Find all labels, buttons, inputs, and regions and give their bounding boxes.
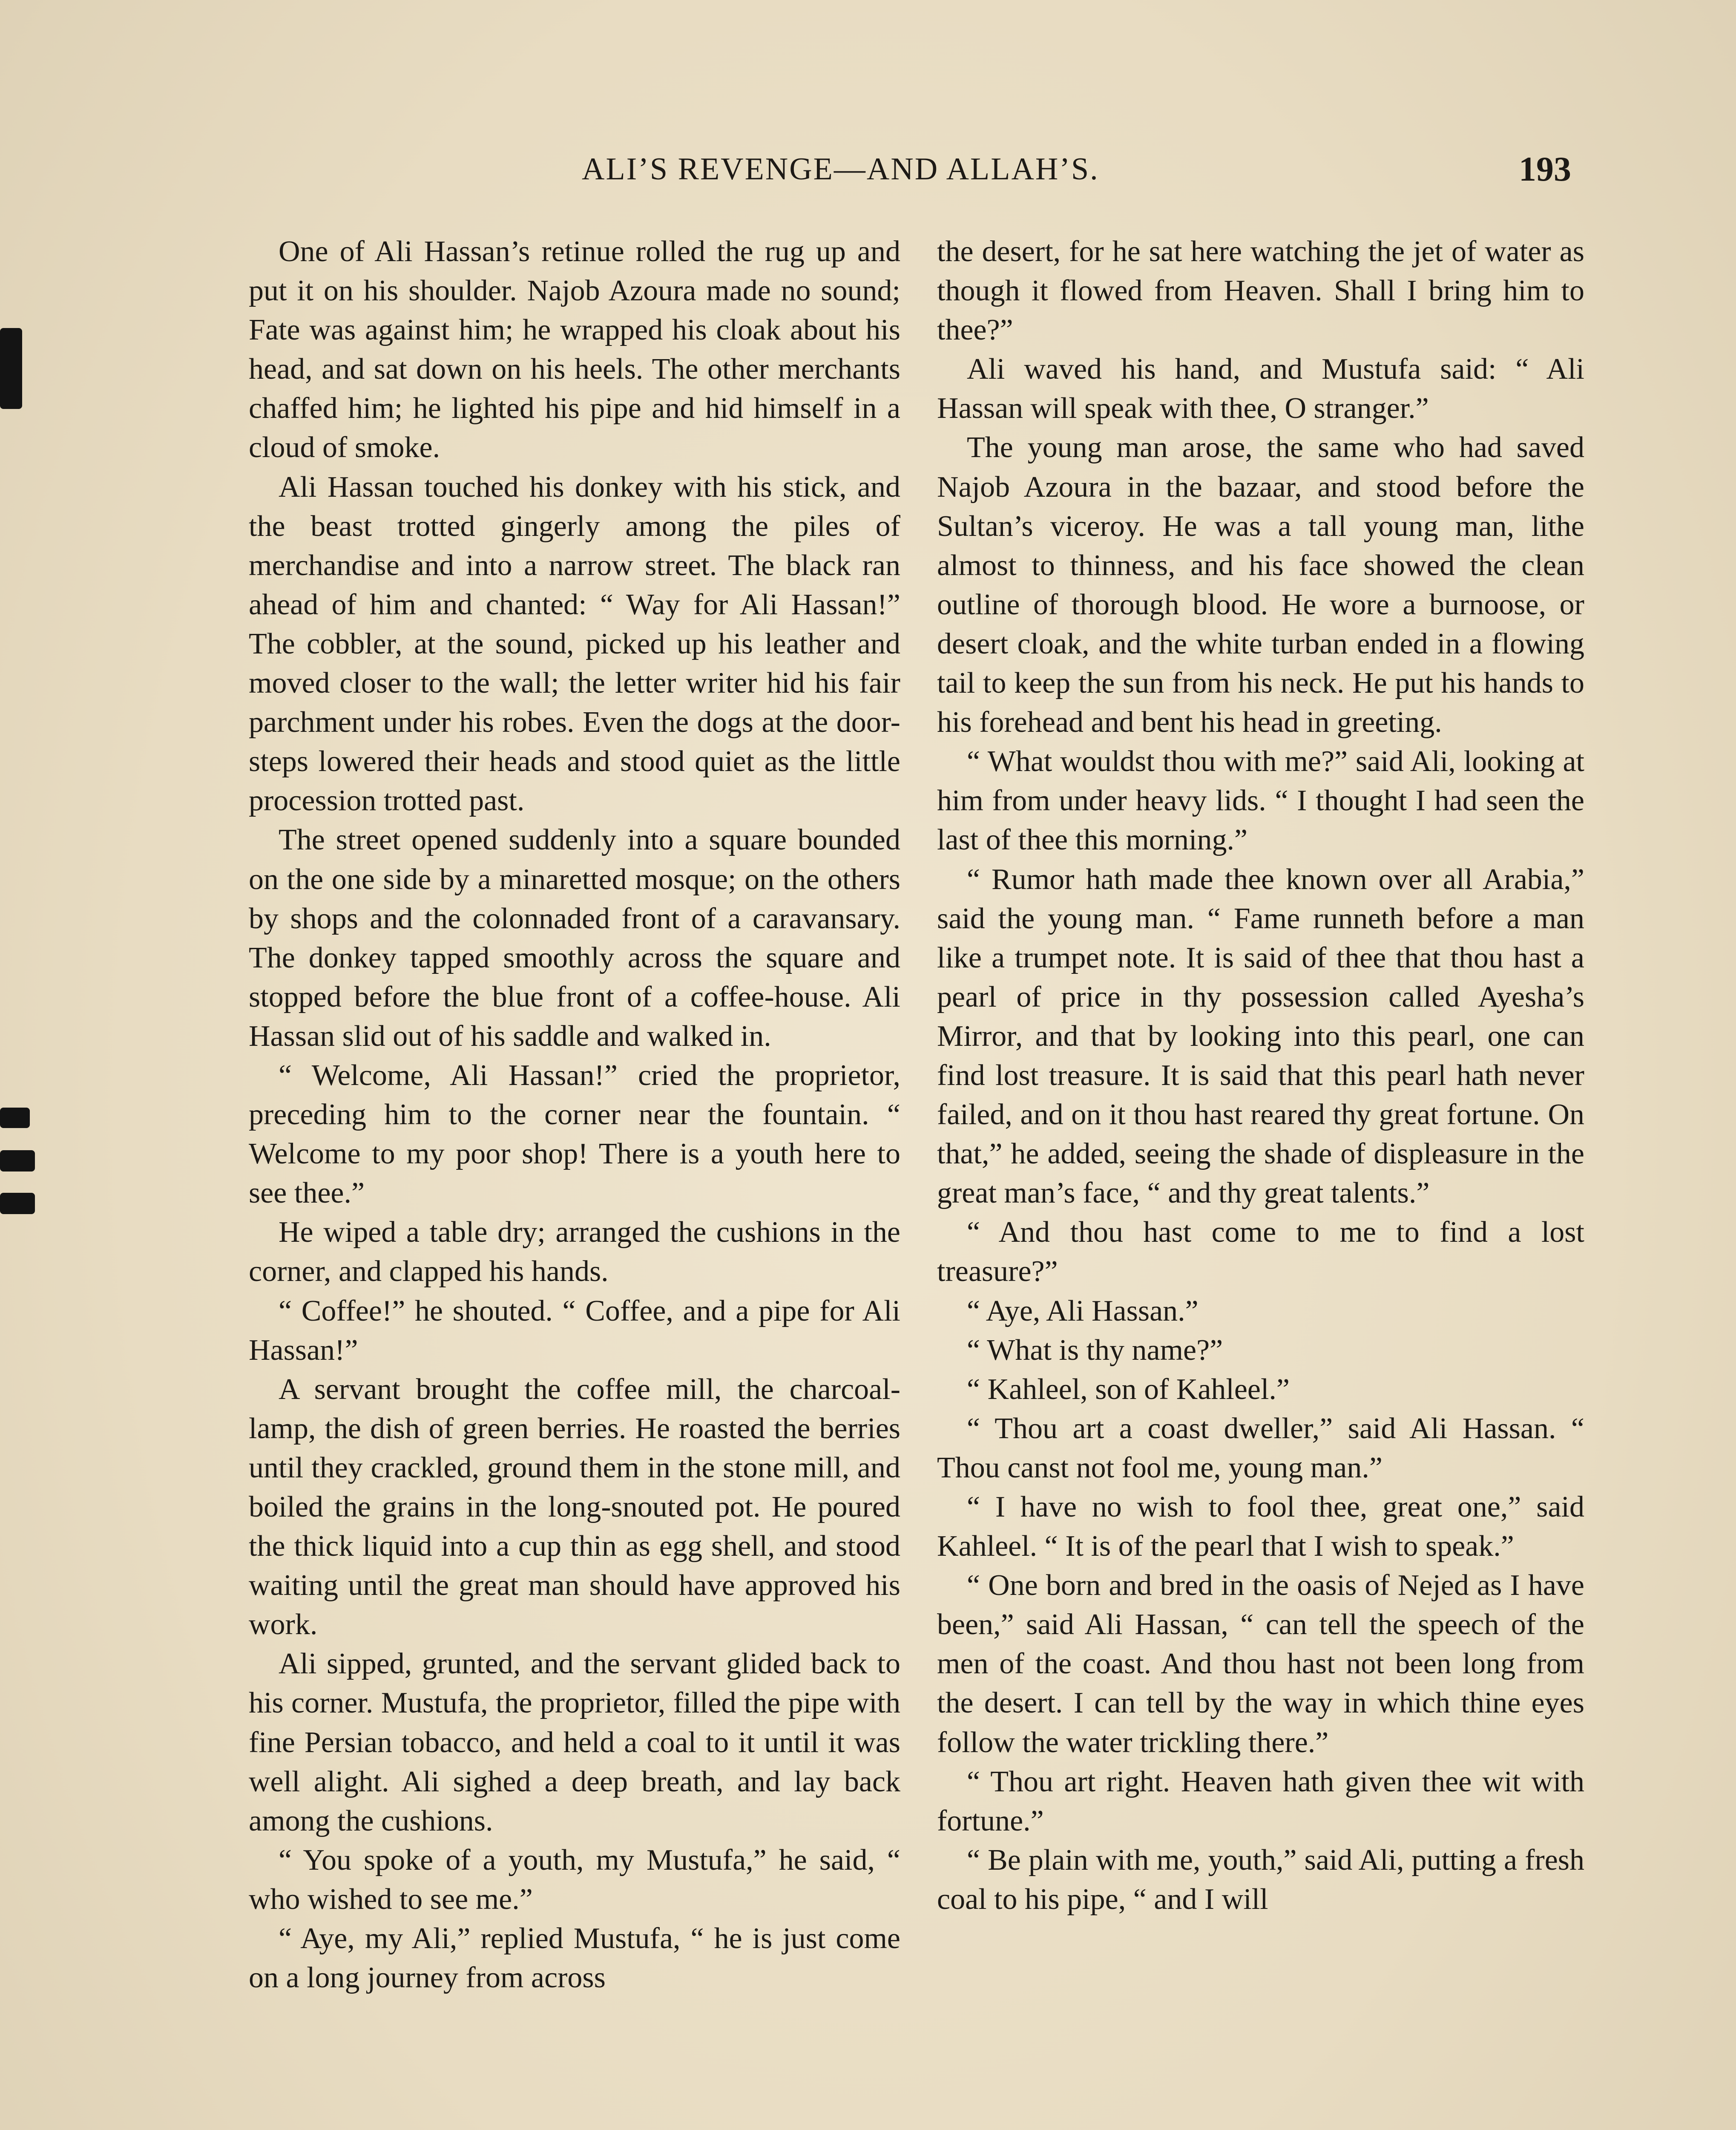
paragraph: the desert, for he sat here watching the jet of water as though it flowed from Heaven. Shall I bring him to thee?” — [937, 235, 1584, 347]
left-text-column — [249, 232, 900, 1998]
paragraph: “ Coffee!” he shouted. “ Coffee, and a pipe for Ali Hassan!” — [249, 1294, 900, 1367]
paragraph: “ Aye, Ali Hassan.” — [967, 1294, 1199, 1327]
paragraph: “ Welcome, Ali Hassan!” cried the proprietor, preceding him to the corner near the fountain. “ Welcome to my poor shop! There is a youth here to see thee.” — [249, 1059, 900, 1210]
paragraph: “ Thou art a coast dweller,” said Ali Hassan. “ Thou canst not fool me, young man.” — [937, 1412, 1584, 1484]
paragraph: The young man arose, the same who had saved Najob Azoura in the bazaar, and stood before the Sultan’s viceroy. He was a tall young man, lithe almost to thinness, and his face showed the clean outline of thorough blood. He wore a burnoose, or desert cloak, and the white turban ended in a flowing tail to keep the sun from his neck. He put his hands to his forehead and bent his head in greeting. — [937, 431, 1584, 739]
paragraph: “ What is thy name?” — [967, 1333, 1223, 1367]
paragraph: “ And thou hast come to me to find a lost treasure?” — [937, 1216, 1584, 1288]
paragraph: Ali sipped, grunted, and the servant glided back to his corner. Mustufa, the proprietor, filled the pipe with fine Persian tobacco, and held a coal to it until it was well alight. Ali sighed a deep breath, and lay back among the cushions. — [249, 1647, 900, 1837]
paragraph: The street opened suddenly into a square bounded on the one side by a minaretted mosque; on the others by shops and the colonnaded front of a caravansary. The donkey tapped smoothly across the square and stopped before the blue front of a coffee-house. Ali Hassan slid out of his saddle and walked in. — [249, 823, 900, 1053]
paragraph: “ Be plain with me, youth,” said Ali, putting a fresh coal to his pipe, “ and I will — [937, 1843, 1584, 1916]
binding-mark — [0, 1108, 30, 1128]
paragraph: He wiped a table dry; arranged the cushions in the corner, and clapped his hands. — [249, 1216, 900, 1288]
paragraph: A servant brought the coffee mill, the charcoal-lamp, the dish of green berries. He roasted the berries until they crackled, ground them in the stone mill, and boiled the grains in the long-snouted pot. He poured the thick liquid into a cup thin as egg shell, and stood waiting until the great man should have approved his work. — [249, 1373, 900, 1641]
binding-mark — [0, 1193, 35, 1214]
running-title: ALI’S REVENGE—AND ALLAH’S. — [582, 152, 1099, 187]
paragraph: “ One born and bred in the oasis of Nejed as I have been,” said Ali Hassan, “ can tell the speech of the men of the coast. And thou hast not been long from the desert. I can tell by the way in which thine eyes follow the water trickling there.” — [937, 1569, 1584, 1759]
paragraph: Ali waved his hand, and Mustufa said: “ Ali Hassan will speak with thee, O stranger.” — [937, 353, 1584, 425]
paragraph: “ Thou art right. Heaven hath given thee wit with fortune.” — [937, 1765, 1584, 1837]
paragraph: One of Ali Hassan’s retinue rolled the rug up and put it on his shoulder. Najob Azoura made no sound; Fate was against him; he wrapped his cloak about his head, and sat down on his heels. The other merchants chaffed him; he lighted his pipe and hid himself in a cloud of smoke. — [249, 235, 900, 464]
right-text-column — [937, 232, 1584, 1919]
paragraph: “ I have no wish to fool thee, great one,” said Kahleel. “ It is of the pearl that I wish to speak.” — [937, 1491, 1584, 1563]
paragraph: “ What wouldst thou with me?” said Ali, looking at him from under heavy lids. “ I thought I had seen the last of thee this morning.” — [937, 745, 1584, 857]
paragraph: Ali Hassan touched his donkey with his stick, and the beast trotted gingerly among the piles of merchandise and into a narrow street. The black ran ahead of him and chanted: “ Way for Ali Hassan!” The cobbler, at the sound, picked up his leather and moved closer to the wall; the letter writer hid his fair parchment under his robes. Even the dogs at the door-steps lowered their heads and stood quiet as the little procession trotted past. — [249, 470, 900, 817]
paragraph: “ Aye, my Ali,” replied Mustufa, “ he is just come on a long journey from across — [249, 1922, 900, 1995]
paragraph: “ Kahleel, son of Kahleel.” — [967, 1373, 1290, 1406]
page-number: 193 — [1519, 150, 1571, 188]
paragraph: “ You spoke of a youth, my Mustufa,” he said, “ who wished to see me.” — [249, 1843, 900, 1916]
paragraph: “ Rumor hath made thee known over all Arabia,” said the young man. “ Fame runneth before a man like a trumpet note. It is said of thee that thou hast a pearl of price in thy possession called Ayesha’s Mirror, and that by looking into this pearl, one can find lost treasure. It is said that this pearl hath never failed, and on it thou hast reared thy great fortune. On that,” he added, seeing the shade of displeasure in the great man’s face, “ and thy great talents.” — [937, 863, 1584, 1210]
binding-mark — [0, 328, 22, 409]
binding-mark — [0, 1150, 35, 1172]
